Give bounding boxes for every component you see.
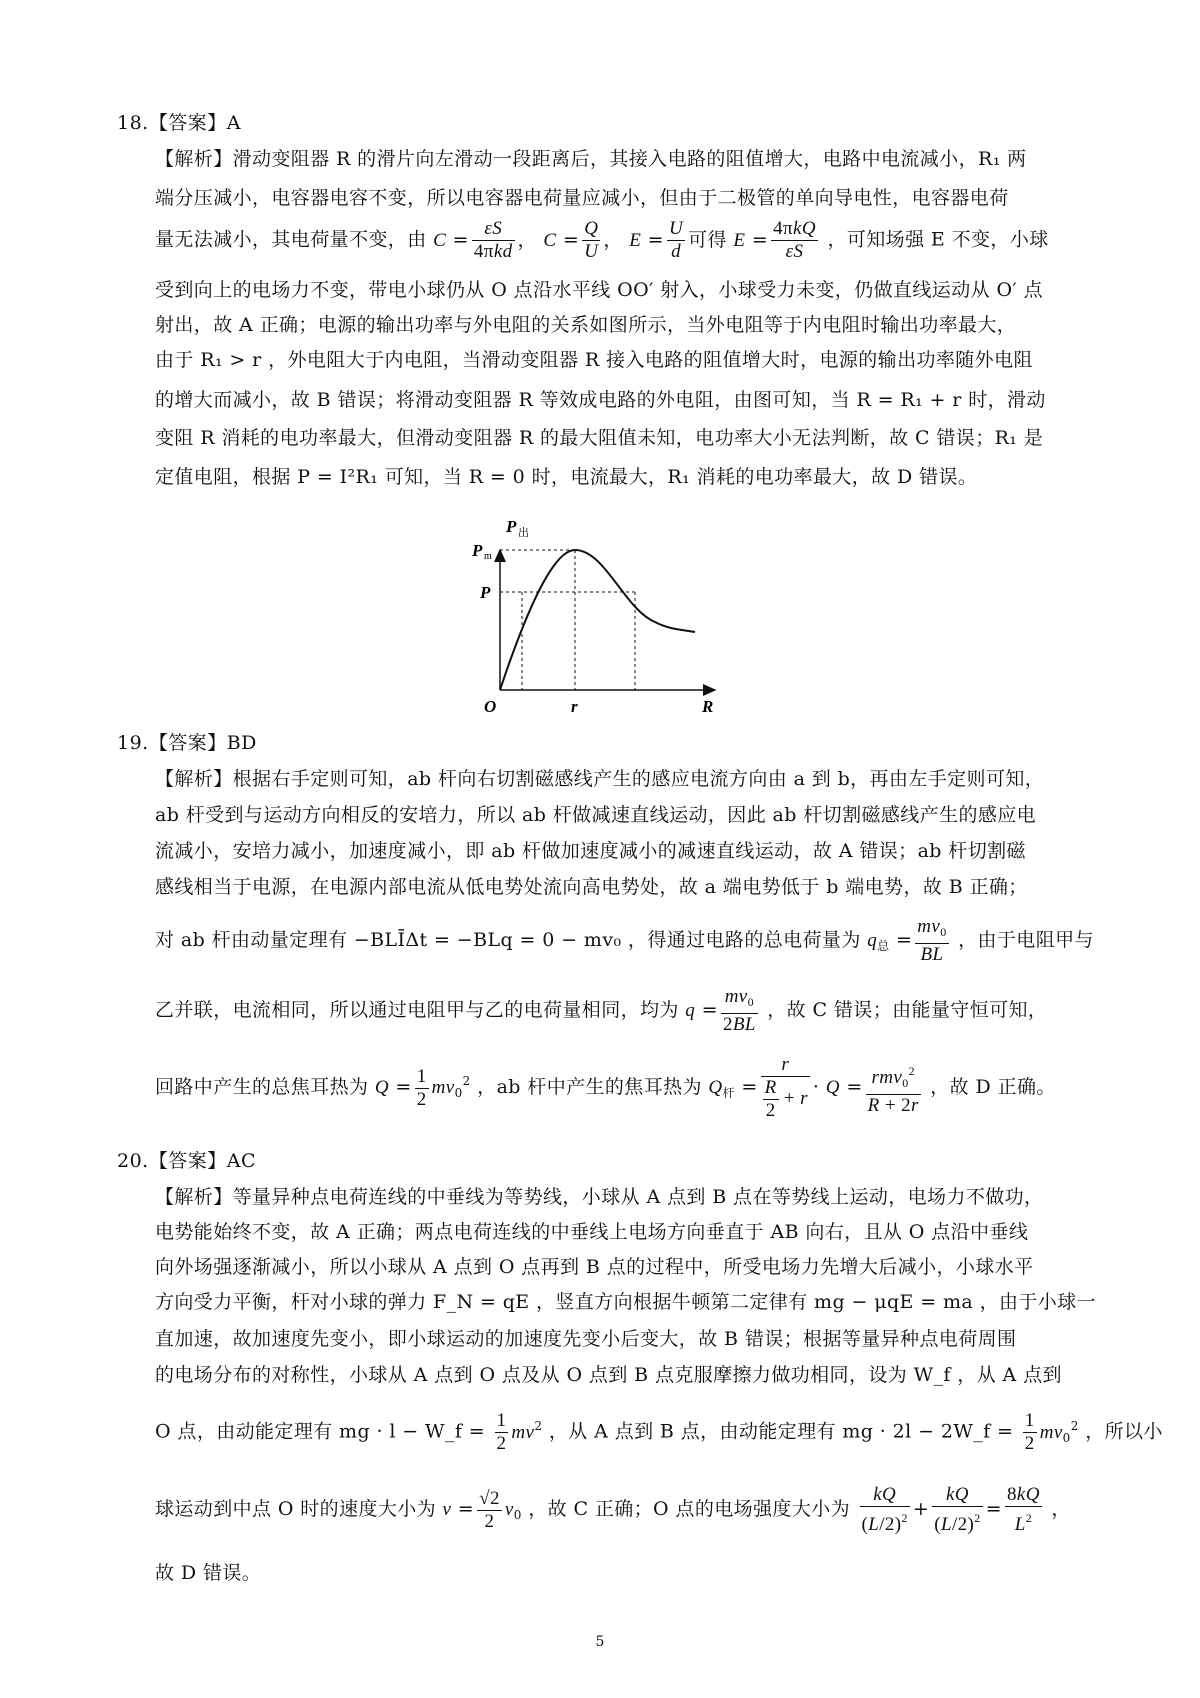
power-resistance-graph: [470, 517, 730, 716]
q20-line-7-text-c: ，所以小: [1085, 1420, 1163, 1443]
q19-line-7-text-c: ，故 D 正确。: [930, 1076, 1056, 1098]
pm-label: P: [472, 541, 483, 560]
page-number: 5: [595, 1634, 605, 1650]
q18-line-9: 定值电阻，根据 P = I²R₁ 可知，当 R = 0 时，电流最大，R₁ 消耗的电功率最大，故 D 错误。: [155, 466, 978, 488]
q19-line-7: [155, 1054, 1075, 1122]
q18-line-5: 射出，故 A 正确；电源的输出功率与外电阻的关系如图所示，当外电阻等于内电阻时输出功率最大，: [155, 314, 1017, 336]
q19-line-5-text-a: 对 ab 杆由动量定理有 −BLĪΔt = −BLq = 0 − mv₀ ，得通过电路的总电荷量为: [155, 929, 861, 951]
x-axis-label: R: [702, 697, 714, 716]
q20-formula-field: $\frac{kQ}{(L/2)^2}$ + $\frac{kQ}{(L/2)^2}$ = $\frac{8kQ}{L^2}$: [861, 1484, 1040, 1535]
q18-line-2: 端分压减小，电容器电容不变，所以电容器电荷量应减小，但由于二极管的单向导电性，电容器电荷: [155, 187, 1009, 209]
q20-line-7: [155, 1410, 1163, 1455]
power-curve: [500, 550, 695, 690]
q18-answer-heading: 18.【答案】A: [117, 112, 241, 134]
q20-line-7-text-a: O 点，由动能定理有 mg · l − W_f =: [155, 1420, 486, 1443]
q20-line-8-text-a: 球运动到中点 O 时的速度大小为: [155, 1498, 437, 1520]
p-label: P: [480, 583, 491, 602]
pm-label-sub: m: [484, 551, 492, 562]
q19-formula-Qrod: $Q_杆$ = r $\frac{R}{2}$ + r · Q = $\frac{rmv_0^2}{R + 2r}$: [708, 1054, 919, 1121]
q19-line-2: ab 杆受到与运动方向相反的安培力，所以 ab 杆做减速直线运动，因此 ab 杆切割磁感线产生的感应电: [155, 804, 1037, 826]
q20-formula-v: v = $\frac{√2}{2}$ $v_0$: [442, 1487, 522, 1532]
y-axis-label-sub: 出: [518, 526, 529, 539]
q20-line-8: [155, 1484, 1075, 1536]
origin-label: O: [484, 697, 497, 716]
q19-answer-heading: 19.【答案】BD: [117, 732, 257, 754]
q18-line-8: 变阻 R 消耗的电功率最大，但滑动变阻器 R 的最大阻值未知，电功率大小无法判断，故 C 错误；R₁ 是: [155, 427, 1044, 449]
q20-line-2: 电势能始终不变，故 A 正确；两点电荷连线的中垂线上电场方向垂直于 AB 向右，且从 O 点沿中垂线: [155, 1221, 1029, 1243]
q20-formula-half-mv2: $\frac{1}{2}$ $mv^2$: [496, 1410, 543, 1454]
q19-line-6: [155, 986, 1075, 1036]
q19-formula-q: q = $\frac{mv_0}{2BL}$: [685, 986, 756, 1035]
q19-line-3: 流减小，安培力减小，加速度减小，即 ab 杆做加速度减小的减速直线运动，故 A 错误；ab 杆切割磁: [155, 840, 1026, 862]
q18-line-4: 受到向上的电场力不变，带电小球仍从 O 点沿水平线 OO′ 射入，小球受力未变，仍做直线运动从 O′ 点: [155, 279, 1043, 301]
q19-line-7-text-b: ，ab 杆中产生的焦耳热为: [477, 1076, 702, 1098]
q20-line-4: 方向受力平衡，杆对小球的弹力 F_N = qE ，竖直方向根据牛顿第二定律有 mg − μqE = ma ，由于小球一: [155, 1291, 1097, 1313]
q19-line-6-text-b: ，故 C 错误；由能量守恒可知，: [767, 999, 1048, 1021]
q18-line-7: 的增大而减小，故 B 错误；将滑动变阻器 R 等效成电路的外电阻，由图可知，当 R = R₁ + r 时，滑动: [155, 389, 1046, 411]
q20-line-7-text-b: ，从 A 点到 B 点，由动能定理有 mg · 2l − 2W_f =: [548, 1420, 1014, 1443]
q20-line-3: 向外场强逐渐减小，所以小球从 A 点到 O 点再到 B 点的过程中，所受电场力先增大后减小，小球水平: [155, 1256, 1034, 1278]
y-axis-label: P: [506, 517, 517, 536]
q19-line-5: [155, 916, 1094, 966]
q20-formula-half-mv0sq: $\frac{1}{2}$ $mv_0^2$: [1024, 1410, 1079, 1454]
q19-line-7-text-a: 回路中产生的总焦耳热为: [155, 1076, 369, 1098]
q18-line-1: 【解析】滑动变阻器 R 的滑片向左滑动一段距离后，其接入电路的阻值增大，电路中电流减小，R₁ 两: [155, 148, 1027, 170]
q19-line-5-text-b: ，由于电阻甲与: [958, 929, 1094, 951]
q19-line-4: 感线相当于电源，在电源内部电流从低电势处流向高电势处，故 a 端电势低于 b 端电势，故 B 正确；: [155, 876, 1028, 898]
q18-line-6: 由于 R₁ > r ，外电阻大于内电阻，当滑动变阻器 R 接入电路的阻值增大时，电源的输出功率随外电阻: [155, 349, 1033, 371]
q19-line-1: 【解析】根据右手定则可知，ab 杆向右切割磁感线产生的感应电流方向由 a 到 b，再由左手定则可知，: [155, 768, 1045, 790]
q18-line-3-text-b: ，可知场强 E 不变，小球: [827, 228, 1049, 251]
q19-formula-Q: Q = $\frac{1}{2}$ $mv_0^2$: [374, 1065, 471, 1110]
q20-answer-heading: 20.【答案】AC: [117, 1150, 256, 1172]
q20-line-8-text-b: ，故 C 正确；O 点的电场强度大小为: [528, 1498, 851, 1520]
q20-line-8-text-c: ，: [1051, 1498, 1071, 1520]
q18-line-3-text-a: 量无法减小，其电荷量不变，由: [155, 228, 427, 251]
q19-formula-qtotal: $q_总$ = $\frac{mv_0}{BL}$: [867, 916, 947, 965]
q20-line-5: 直加速，故加速度先变小，即小球运动的加速度先变小后变大，故 B 错误；根据等量异种点电荷周围: [155, 1328, 1017, 1350]
q18-line-3: [155, 218, 1075, 263]
q20-line-1: 【解析】等量异种点电荷连线的中垂线为等势线，小球从 A 点到 B 点在等势线上运动，电场力不做功，: [155, 1186, 1044, 1208]
r-tick-label: r: [571, 697, 578, 716]
q20-line-6: 的电场分布的对称性，小球从 A 点到 O 点及从 O 点到 B 点克服摩擦力做功相同，设为 W_f ，从 A 点到: [155, 1364, 1062, 1386]
q20-line-9: 故 D 错误。: [155, 1562, 262, 1584]
q19-line-6-text-a: 乙并联，电流相同，所以通过电阻甲与乙的电荷量相同，均为: [155, 999, 679, 1021]
q18-formulas: C = $\frac{\varepsilon S}{\text{4πkd}}$ ， C = $\frac{Q}{U}$ ， E = $\frac{U}{d}$ 可得 E = $\frac{\text{4πkQ}}{\varepsilon S}$: [433, 218, 817, 262]
